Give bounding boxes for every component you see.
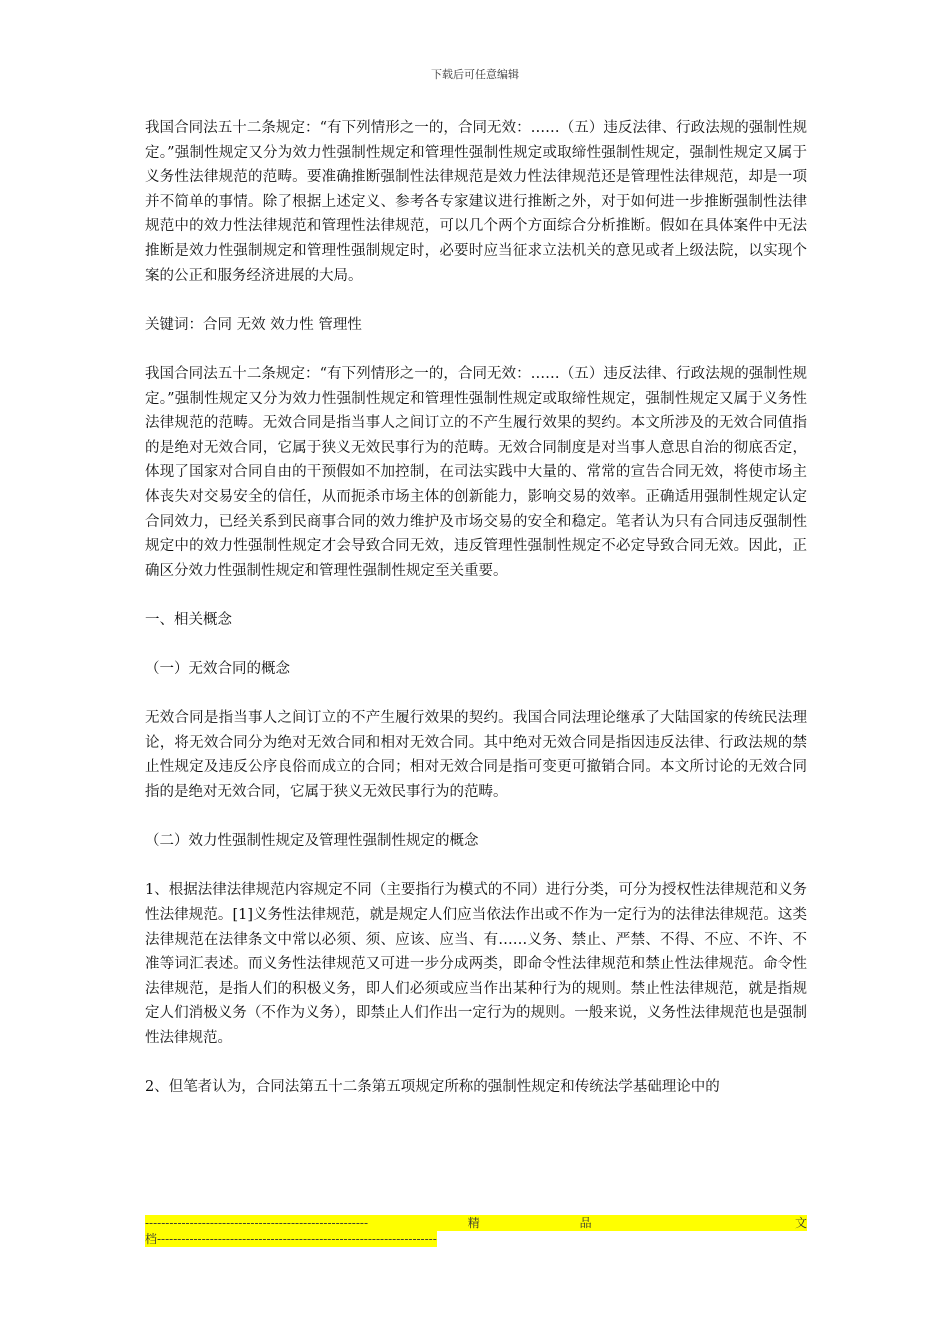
- footer-row-1: [145, 1215, 807, 1231]
- section-heading-1: 一、相关概念: [145, 611, 232, 628]
- footer-char: [691, 1215, 695, 1231]
- footer-dashes: -------------------------------------------------------: [145, 1216, 369, 1230]
- body-paragraph: 1、根据法律法律规范内容规定不同（主要指行为模式的不同）进行分类，可分为授权性法律规范和义务性法律规范。[1]义务性法律规范，就是规定人们应当依法作出或不作为一定行为的法律法律规范。这类法律规范在法律条文中常以必须、须、应该、应当、有……义务、禁止、严禁、不得、不应、不许、不准等词汇表述。而义务性法律规范又可进一步分成两类，即命令性法律规范和禁止性法律规范。命令性法律规范，是指人们的积极义务，即人们必须或应当作出某种行为的规则。禁止性法律规范，就是指规定人们消极义务（不作为义务），即禁止人们作出一定行为的规则。一般来说，义务性法律规范也是强制性法律规范。: [145, 882, 807, 1046]
- body-paragraph: 无效合同是指当事人之间订立的不产生履行效果的契约。我国合同法理论继承了大陆国家的传统民法理论，将无效合同分为绝对无效合同和相对无效合同。其中绝对无效合同是指因违反法律、行政法规的禁止性规定及违反公序良俗而成立的合同；相对无效合同是指可变更可撤销合同。本文所讨论的无效合同指的是绝对无效合同，它属于狭义无效民事行为的范畴。: [145, 710, 807, 801]
- footer-char: 精: [467, 1216, 480, 1230]
- abstract-paragraph: 我国合同法五十二条规定：“有下列情形之一的，合同无效：……（五）违反法律、行政法规的强制性规定。”强制性规定又分为效力性强制性规定和管理性强制性规定或取缔性强制性规定，强制性规定又属于义务性法律规范的范畴。要准确推断强制性法律规范是效力性法律规范还是管理性法律规范，却是一项并不简单的事情。除了根据上述定义、参考各专家建议进行推断之外，对于如何进一步推断强制性法律规范中的效力性法律规范和管理性法律规范，可以几个两个方面综合分析推断。假如在具体案件中无法推断是效力性强制规定和管理性强制规定时，必要时应当征求立法机关的意见或者上级法院，以实现个案的公正和服务经济进展的大局。: [145, 120, 807, 284]
- page-footer-banner: [145, 1215, 807, 1247]
- page-header: 下载后可任意编辑: [431, 68, 519, 81]
- footer-char: 文: [794, 1216, 807, 1230]
- keywords-line: 关键词：合同 无效 效力性 管理性: [145, 316, 362, 333]
- subsection-heading-1: （一）无效合同的概念: [145, 661, 290, 678]
- intro-paragraph: 我国合同法五十二条规定：“有下列情形之一的，合同无效：……（五）违反法律、行政法规的强制性规定。”强制性规定又分为效力性强制性规定和管理性强制性规定或取缔性规定，强制性规定又属于义务性法律规范的范畴。无效合同是指当事人之间订立的不产生履行效果的契约。本文所涉及的无效合同值指的是绝对无效合同，它属于狭义无效民事行为的范畴。无效合同制度是对当事人意思自治的彻底否定，体现了国家对合同自由的干预假如不加控制，在司法实践中大量的、常常的宣告合同无效，将使市场主体丧失对交易安全的信任，从而扼杀市场主体的创新能力，影响交易的效率。正确适用强制性规定认定合同效力，已经关系到民商事合同的效力维护及市场交易的安全和稳定。笔者认为只有合同违反强制性规定中的效力性强制性规定才会导致合同无效，违反管理性强制性规定不必定导致合同无效。因此，正确区分效力性强制性规定和管理性强制性规定至关重要。: [145, 365, 807, 579]
- subsection-heading-2: （二）效力性强制性规定及管理性强制性规定的概念: [145, 833, 479, 850]
- footer-char: 品: [579, 1216, 592, 1230]
- footer-row-2: 档---------------------------------------------------------------------: [145, 1232, 437, 1246]
- body-paragraph: 2、但笔者认为，合同法第五十二条第五项规定所称的强制性规定和传统法学基础理论中的: [145, 1079, 720, 1096]
- document-body: [145, 116, 807, 1100]
